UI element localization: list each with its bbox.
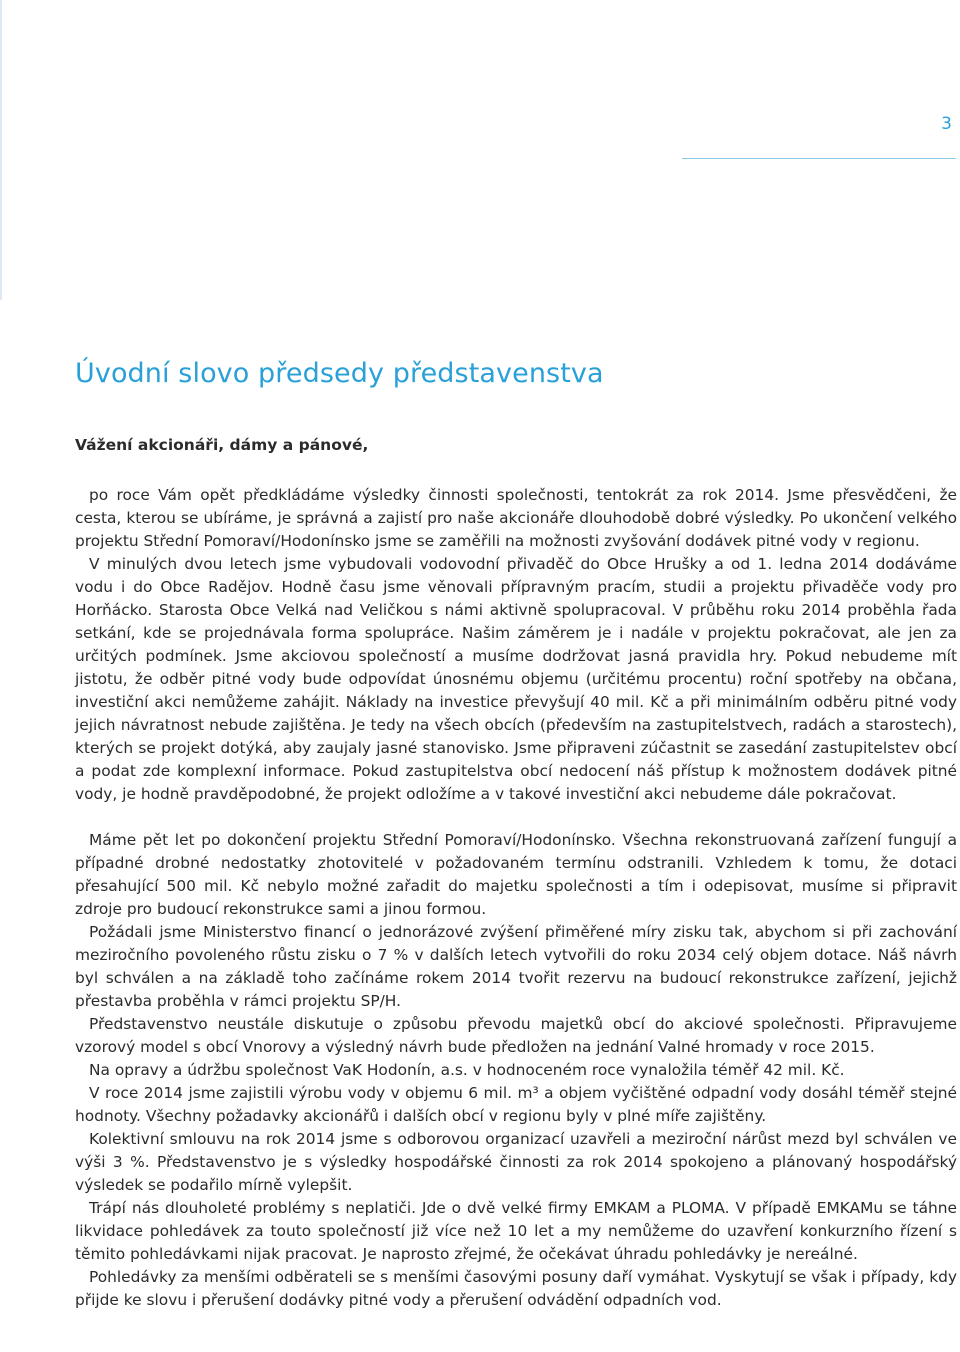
paragraph-gap — [75, 806, 957, 829]
page-edge-mark — [0, 0, 2, 300]
header-rule — [682, 158, 956, 159]
paragraph-8: Kolektivní smlouvu na rok 2014 jsme s odborovou organizací uzavřeli a meziroční nárůst mezd byl schválen ve výši 3 %. Představenstvo je s výsledky hospodářské činnosti za rok 2014 spokojeno a plánovaný hospodářský výsledek se podařilo mírně vylepšit. — [75, 1130, 957, 1194]
paragraph-3: Máme pět let po dokončení projektu Střední Pomoraví/Hodonínsko. Všechna rekonstruovaná zařízení fungují a případné drobné nedostatky zhotovitelé v požadovaném termínu odstranili. Vzhledem k tomu, že dotaci přesahující 500 mil. Kč nebylo možné zařadit do majetku společnosti a tím i odepisovat, musíme si připravit zdroje pro budoucí rekonstrukce sami a jinou formou. — [75, 831, 957, 918]
paragraph-9: Trápí nás dlouholeté problémy s neplatiči. Jde o dvě velké firmy EMKAM a PLOMA. V případě EMKAMu se táhne likvidace pohledávek za touto společností již více než 10 let a my nemůžeme do uzavření konkurzního řízení s těmito pohledávkami nijak pracovat. Je naprosto zřejmé, že očekávat úhradu pohledávky je nereálné. — [75, 1199, 957, 1263]
page-number: 3 — [941, 114, 952, 134]
page-title: Úvodní slovo předsedy představenstva — [75, 358, 604, 389]
paragraph-7: V roce 2014 jsme zajistili výrobu vody v objemu 6 mil. m³ a objem vyčištěné odpadní vody dosáhl téměř stejné hodnoty. Všechny požadavky akcionářů i dalších obcí v regionu byly v plné míře zajištěny. — [75, 1084, 957, 1125]
letter-body — [75, 484, 957, 1312]
paragraph-6: Na opravy a údržbu společnost VaK Hodonín, a.s. v hodnoceném roce vynaložila téměř 42 mil. Kč. — [89, 1061, 845, 1079]
paragraph-5: Představenstvo neustále diskutuje o způsobu převodu majetků obcí do akciové společnosti. Připravujeme vzorový model s obcí Vnorovy a výsledný návrh bude předložen na jednání Valné hromady v roce 2015. — [75, 1015, 957, 1056]
salutation: Vážení akcionáři, dámy a pánové, — [75, 436, 369, 454]
paragraph-10: Pohledávky za menšími odběrateli se s menšími časovými posuny daří vymáhat. Vyskytují se však i případy, kdy přijde ke slovu i přerušení dodávky pitné vody a přerušení odvádění odpadních vod. — [75, 1268, 957, 1309]
paragraph-2: V minulých dvou letech jsme vybudovali vodovodní přivaděč do Obce Hrušky a od 1. ledna 2014 dodáváme vodu i do Obce Radějov. Hodně času jsme věnovali přípravným pracím, studii a projektu přivaděče vody pro Horňácko. Starosta Obce Velká nad Veličkou s námi aktivně spolupracoval. V průběhu roku 2014 proběhla řada setkání, kde se projednávala forma spolupráce. Našim záměrem je i nadále v projektu pokračovat, ale jen za určitých podmínek. Jsme akciovou společností a musíme dodržovat jasná pravidla hry. Pokud nebudeme mít jistotu, že odběr pitné vody bude odpovídat únosnému objemu (určitému procentu) roční spotřeby na občana, investiční akci nemůžeme zahájit. Náklady na investice převyšují 40 mil. Kč a při minimálním odběru pitné vody jejich návratnost nebude zajištěna. Je tedy na všech obcích (především na zastupitelstvech, radách a starostech), kterých se projekt dotýká, aby zaujaly jasné stanovisko. Jsme připraveni zúčastnit se zasedání zastupitelstev obcí a podat zde komplexní informace. Pokud zastupitelstva obcí nedocení náš přístup k možnostem dodávek pitné vody, je hodně pravděpodobné, že projekt odložíme a v takové investiční akci nebudeme dále pokračovat. — [75, 555, 957, 803]
paragraph-4: Požádali jsme Ministerstvo financí o jednorázové zvýšení přiměřené míry zisku tak, abychom si při zachování meziročního povoleného růstu zisku o 7 % v dalších letech vytvořili do roku 2034 celý objem dotace. Náš návrh byl schválen a na základě toho začínáme rokem 2014 tvořit rezervu na budoucí rekonstrukce zařízení, jejichž přestavba proběhla v rámci projektu SP/H. — [75, 923, 957, 1010]
paragraph-1: po roce Vám opět předkládáme výsledky činnosti společnosti, tentokrát za rok 2014. Jsme přesvědčeni, že cesta, kterou se ubíráme, je správná a zajistí pro naše akcionáře dlouhodobě dobré výsledky. Po ukončení velkého projektu Střední Pomoraví/Hodonínsko jsme se zaměřili na možnosti zvyšování dodávek pitné vody v regionu. — [75, 486, 957, 550]
